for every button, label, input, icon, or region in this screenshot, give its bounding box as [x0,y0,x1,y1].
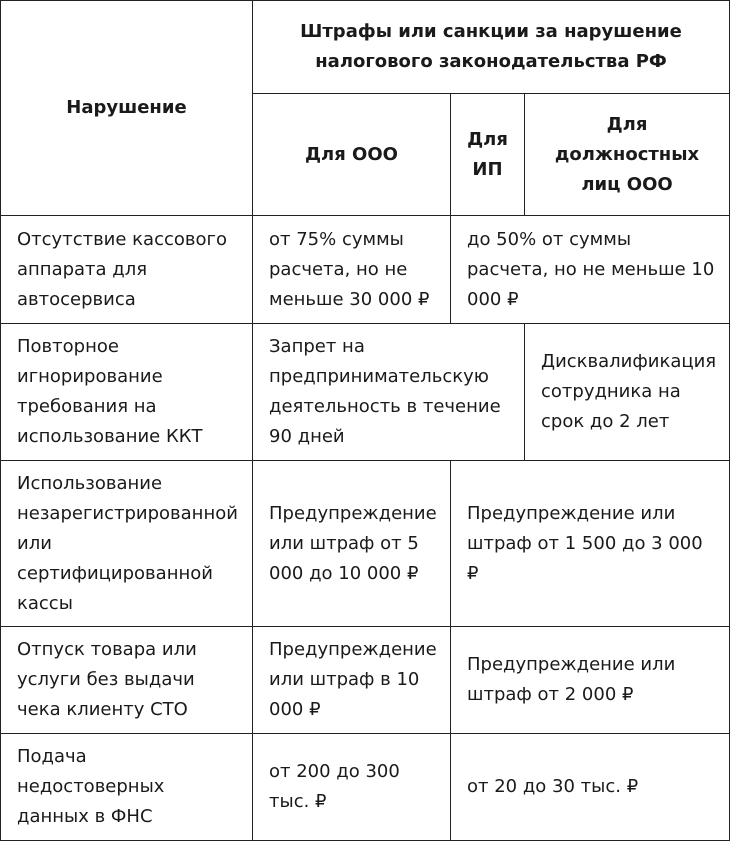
table-row [1,734,730,841]
table-row [1,324,730,461]
header-penalties: Штрафы или санкции за нарушение налогового законодательства РФ [253,1,730,94]
officials-cell: Дисквалификация сотрудника на срок до 2 лет [525,324,730,461]
ooo-ip-cell: Запрет на предпринимательскую деятельность в течение 90 дней [253,324,525,461]
ip-officials-cell: Предупреждение или штраф от 2 000 ₽ [451,627,730,734]
header-officials: Для должностных лиц ООО [525,94,730,216]
ip-officials-cell: Предупреждение или штраф от 1 500 до 3 000 ₽ [451,461,730,627]
ooo-cell: от 75% суммы расчета, но не меньше 30 000 ₽ [253,216,451,324]
header-row-top [1,1,730,94]
violation-cell: Повторное игнорирование требования на использование ККТ [1,324,253,461]
ip-officials-cell: от 20 до 30 тыс. ₽ [451,734,730,841]
ooo-cell: от 200 до 300 тыс. ₽ [253,734,451,841]
violation-cell: Отпуск товара или услуги без выдачи чека клиенту СТО [1,627,253,734]
table-row [1,627,730,734]
header-ip: Для ИП [451,94,525,216]
violation-cell: Подача недостоверных данных в ФНС [1,734,253,841]
header-ooo: Для ООО [253,94,451,216]
ooo-cell: Предупреждение или штраф от 5 000 до 10 000 ₽ [253,461,451,627]
table-row [1,461,730,627]
header-violation: Нарушение [1,1,253,216]
violation-cell: Отсутствие кассового аппарата для автосервиса [1,216,253,324]
table-row [1,216,730,324]
violation-cell: Использование незарегистрированной или сертифицированной кассы [1,461,253,627]
ip-officials-cell: до 50% от суммы расчета, но не меньше 10 000 ₽ [451,216,730,324]
ooo-cell: Предупреждение или штраф в 10 000 ₽ [253,627,451,734]
